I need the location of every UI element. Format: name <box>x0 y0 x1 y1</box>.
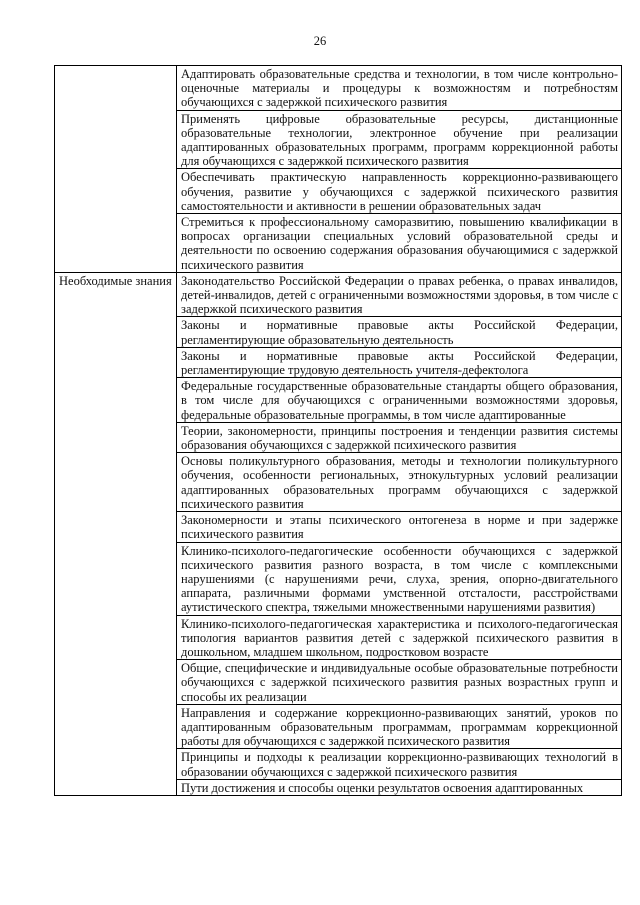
row-label-required-knowledge: Необходимые знания <box>55 272 177 795</box>
table-cell: Принципы и подходы к реализации коррекционно-развивающих технологий в образовании обучающихся с задержкой психического развития <box>177 749 622 779</box>
table-cell: Законы и нормативные правовые акты Российской Федерации, регламентирующие образовательную деятельность <box>177 317 622 347</box>
row-label <box>55 66 177 273</box>
table-cell: Обеспечивать практическую направленность коррекционно-развивающего обучения, развитие у обучающихся с задержкой психического развития самостоятельности и активности в решении образовательных задач <box>177 169 622 214</box>
table-cell: Клинико-психолого-педагогические особенности обучающихся с задержкой психического развития разного возраста, в том числе с комплексными нарушениями (с нарушениями речи, слуха, зрения, опорно-двигательного аппарата, различными формами умственной отсталости, расстройствами аутистического спектра, тяжелыми множественными нарушениями развития) <box>177 542 622 615</box>
table-cell: Федеральные государственные образовательные стандарты общего образования, в том числе для обучающихся с ограниченными возможностями здоровья, федеральные образовательные программы, в том числе адаптированные <box>177 378 622 423</box>
table-cell: Теории, закономерности, принципы построения и тенденции развития системы образования обучающихся с задержкой психического развития <box>177 422 622 452</box>
table-row <box>55 272 622 317</box>
table-cell: Закономерности и этапы психического онтогенеза в норме и при задержке психического развития <box>177 512 622 542</box>
requirements-table <box>54 65 622 796</box>
table-cell: Законодательство Российской Федерации о правах ребенка, о правах инвалидов, детей-инвалидов, детей с ограниченными возможностями здоровья, в том числе с задержкой психического развития <box>177 272 622 317</box>
table-cell: Общие, специфические и индивидуальные особые образовательные потребности обучающихся с задержкой психического развития разных возрастных групп и способы их реализации <box>177 660 622 705</box>
table-cell: Применять цифровые образовательные ресурсы, дистанционные образовательные технологии, электронное обучение при реализации адаптированных образовательных программ, программ коррекционной работы для обучающихся с задержкой психического развития <box>177 110 622 169</box>
table-row <box>55 66 622 111</box>
table-cell: Адаптировать образовательные средства и технологии, в том числе контрольно-оценочные материалы и процедуры к возможностям и потребностям обучающихся с задержкой психического развития <box>177 66 622 111</box>
table-cell: Стремиться к профессиональному саморазвитию, повышению квалификации в вопросах организации специальных условий образовательной среды и деятельности по освоению содержания образования обучающимися с задержкой психического развития <box>177 214 622 273</box>
page-number: 26 <box>313 34 327 48</box>
table-cell: Основы поликультурного образования, методы и технологии поликультурного обучения, особенности региональных, этнокультурных условий реализации адаптированных образовательных программ обучающихся с задержкой психического развития <box>177 453 622 512</box>
table-cell: Законы и нормативные правовые акты Российской Федерации, регламентирующие трудовую деятельность учителя-дефектолога <box>177 347 622 377</box>
table-cell: Клинико-психолого-педагогическая характеристика и психолого-педагогическая типология вариантов развития детей с задержкой психического развития в дошкольном, младшем школьном, подростковом возрасте <box>177 615 622 660</box>
table-cell: Направления и содержание коррекционно-развивающих занятий, уроков по адаптированным образовательным программам, программам коррекционной работы для обучающихся с задержкой психического развития <box>177 704 622 749</box>
table-cell: Пути достижения и способы оценки результатов освоения адаптированных <box>177 779 622 795</box>
